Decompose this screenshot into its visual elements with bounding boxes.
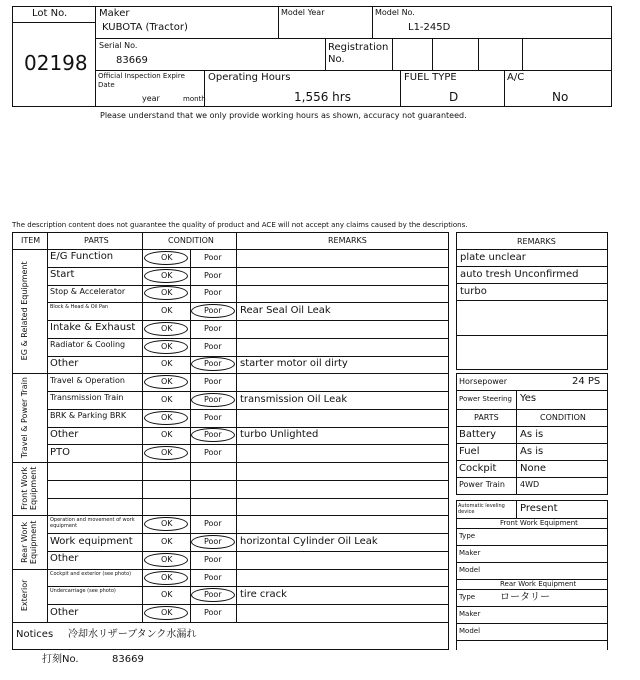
table-row: [12, 498, 449, 516]
table-row: [12, 569, 449, 587]
poor-option: Poor: [204, 252, 222, 262]
ok-option: OK: [161, 394, 173, 404]
group-label: Front Work Equipment: [20, 467, 38, 511]
poor-option: Poor: [204, 306, 222, 316]
ok-option: OK: [161, 306, 173, 316]
ok-option: OK: [161, 537, 173, 547]
group-label: Travel & Power Train: [20, 377, 29, 459]
parts-header: PARTS: [474, 413, 499, 422]
official-inspection-label: Official Inspection Expire Date: [98, 72, 185, 89]
part-name: Work equipment: [50, 535, 133, 547]
table-row: [12, 444, 449, 462]
year-label: year: [142, 94, 160, 103]
ok-selected-mark: [144, 571, 188, 585]
right-remarks-header: REMARKS: [517, 237, 556, 246]
table-row: [12, 356, 449, 374]
horsepower-label: Horsepower: [459, 377, 508, 386]
front-type-label: Type: [459, 532, 476, 540]
power-steering-value: Yes: [520, 393, 537, 404]
ok-option: OK: [161, 252, 173, 262]
registration-label: Registration No.: [328, 42, 389, 65]
part-name: Radiator & Cooling: [50, 340, 126, 350]
part-name: Other: [50, 428, 79, 440]
col-parts-header: PARTS: [84, 236, 109, 245]
condition-header: CONDITION: [540, 413, 586, 422]
poor-option: Poor: [204, 430, 222, 440]
poor-option: Poor: [204, 590, 222, 600]
rear-model-label: Model: [459, 627, 481, 635]
part-name: BRK & Parking BRK: [50, 411, 127, 421]
maker-label: Maker: [99, 8, 130, 19]
poor-selected-mark: [191, 535, 235, 549]
ok-option: OK: [161, 430, 173, 440]
ac-value: No: [552, 90, 569, 104]
part-name: Transmission Train: [50, 393, 124, 403]
fuel-type-value: D: [449, 90, 459, 104]
part-cockpit-label: Cockpit: [459, 463, 497, 474]
ok-option: OK: [161, 608, 173, 618]
part-name: PTO: [50, 446, 71, 458]
ac-label: A/C: [507, 72, 525, 83]
fuel-type-label: FUEL TYPE: [404, 72, 457, 83]
ok-selected-mark: [144, 340, 188, 354]
col-item-header: ITEM: [21, 236, 41, 245]
ok-option: OK: [161, 359, 173, 369]
serial-value: 83669: [116, 55, 148, 66]
remark-text: Rear Seal Oil Leak: [240, 305, 331, 317]
ok-selected-mark: [144, 322, 188, 336]
lot-label: Lot No.: [32, 8, 68, 19]
part-name: Operation and movement of work equipment: [50, 517, 135, 530]
col-remarks-header: REMARKS: [328, 236, 367, 245]
ok-option: OK: [161, 323, 173, 333]
table-row: [12, 515, 449, 533]
ok-option: OK: [161, 341, 173, 351]
remark-text: transmission Oil Leak: [240, 393, 348, 405]
part-name: Other: [50, 606, 79, 618]
ok-option: OK: [161, 448, 173, 458]
table-row: [12, 391, 449, 409]
ok-selected-mark: [144, 606, 188, 620]
group-label: EG & Related Equipment: [20, 261, 29, 361]
group-label: Rear Work Equipment: [20, 520, 38, 564]
front-model-label: Model: [459, 566, 481, 574]
serial-label: Serial No.: [99, 41, 138, 50]
poor-option: Poor: [204, 412, 222, 422]
ok-option: OK: [161, 519, 173, 529]
poor-selected-mark: [191, 304, 235, 318]
remark-text: tire crack: [240, 589, 287, 601]
ok-selected-mark: [144, 517, 188, 531]
poor-selected-mark: [191, 357, 235, 371]
table-row: [12, 533, 449, 551]
poor-option: Poor: [204, 537, 222, 547]
part-battery-label: Battery: [459, 429, 497, 440]
stamp-value: 83669: [112, 654, 144, 665]
poor-selected-mark: [191, 393, 235, 407]
table-row: [12, 409, 449, 427]
right-panel: [456, 232, 608, 650]
front-work-header: Front Work Equipment: [500, 519, 578, 527]
ok-selected-mark: [144, 375, 188, 389]
condition-table: [12, 232, 449, 650]
rear-work-header: Rear Work Equipment: [500, 580, 577, 588]
table-row: [12, 285, 449, 303]
table-row: [12, 586, 449, 604]
part-name: Stop & Accelerator: [50, 286, 126, 296]
poor-option: Poor: [204, 377, 222, 387]
notices-label: Notices: [16, 629, 54, 640]
ok-option: OK: [161, 288, 173, 298]
right-remark-3: turbo: [460, 286, 487, 297]
part-fuel-label: Fuel: [459, 446, 480, 457]
table-row: [12, 249, 449, 267]
auto-leveling-value: Present: [520, 503, 558, 514]
table-row: [12, 338, 449, 356]
col-condition-header: CONDITION: [168, 236, 214, 245]
horsepower-value: 24 PS: [572, 376, 601, 387]
ok-selected-mark: [144, 553, 188, 567]
part-fuel-value: As is: [520, 446, 544, 457]
poor-option: Poor: [204, 554, 222, 564]
part-power-train-value: 4WD: [520, 480, 540, 489]
rear-maker-label: Maker: [459, 610, 481, 618]
poor-option: Poor: [204, 519, 222, 529]
lot-number: 02198: [24, 51, 88, 75]
poor-selected-mark: [191, 588, 235, 602]
group-label: Exterior: [20, 579, 29, 612]
month-label: month: [183, 95, 206, 103]
model-no-value: L1-245D: [408, 22, 451, 33]
part-name: Cockpit and exterior (see photo): [50, 570, 132, 577]
table-row: [12, 373, 449, 391]
hours-note: Please understand that we only provide working hours as shown, accuracy not guaranteed.: [100, 111, 467, 120]
table-row: [12, 320, 449, 338]
ok-option: OK: [161, 412, 173, 422]
remark-text: starter motor oil dirty: [240, 358, 348, 370]
maker-value: KUBOTA (Tractor): [102, 22, 188, 33]
table-row: [12, 267, 449, 285]
rear-type-label: Type: [459, 593, 476, 601]
ok-option: OK: [161, 572, 173, 582]
table-row: [12, 551, 449, 569]
front-maker-label: Maker: [459, 549, 481, 557]
part-name: Intake & Exhaust: [50, 322, 136, 334]
part-battery-value: As is: [520, 429, 544, 440]
remark-text: turbo Unlighted: [240, 429, 319, 441]
poor-option: Poor: [204, 394, 222, 404]
ok-selected-mark: [144, 411, 188, 425]
table-row: [12, 604, 449, 622]
right-remark-2: auto tresh Unconfirmed: [460, 269, 579, 280]
part-name: Travel & Operation: [50, 375, 125, 385]
part-name: Start: [50, 269, 75, 281]
ok-option: OK: [161, 377, 173, 387]
poor-option: Poor: [204, 270, 222, 280]
table-row: [12, 427, 449, 445]
header-block: [12, 6, 612, 107]
operating-hours-label: Operating Hours: [208, 72, 291, 83]
ok-selected-mark: [144, 446, 188, 460]
part-name: E/G Function: [50, 251, 114, 263]
notices-value: 冷却水リザーブタンク水漏れ: [68, 629, 197, 640]
power-steering-label: Power Steering: [459, 395, 512, 403]
operating-hours-value: 1,556 hrs: [294, 90, 351, 104]
poor-option: Poor: [204, 288, 222, 298]
model-no-label: Model No.: [375, 8, 415, 17]
stamp-label: 打刻No.: [42, 654, 79, 665]
part-name: Other: [50, 357, 79, 369]
part-cockpit-value: None: [520, 463, 547, 474]
ok-selected-mark: [144, 251, 188, 265]
ok-selected-mark: [144, 269, 188, 283]
part-name: Other: [50, 553, 79, 565]
poor-option: Poor: [204, 323, 222, 333]
poor-option: Poor: [204, 572, 222, 582]
poor-option: Poor: [204, 608, 222, 618]
ok-selected-mark: [144, 286, 188, 300]
disclaimer: The description content does not guarantee the quality of product and ACE will not accept any claims caused by the descriptions.: [12, 221, 468, 229]
poor-option: Poor: [204, 448, 222, 458]
table-row: [12, 480, 449, 498]
poor-option: Poor: [204, 341, 222, 351]
right-remark-1: plate unclear: [460, 252, 526, 263]
poor-option: Poor: [204, 359, 222, 369]
ok-option: OK: [161, 554, 173, 564]
remark-text: horizontal Cylinder Oil Leak: [240, 536, 378, 548]
poor-selected-mark: [191, 428, 235, 442]
table-row: [12, 462, 449, 480]
part-power-train-label: Power Train: [459, 480, 505, 489]
ok-option: OK: [161, 270, 173, 280]
model-year-label: Model Year: [281, 8, 325, 17]
rear-type-value: ロータリー: [500, 592, 550, 603]
part-name: Undercarriage (see photo): [50, 588, 116, 595]
table-row: [12, 302, 449, 320]
auto-leveling-label: Automatic leveling device: [458, 503, 505, 515]
part-name: Block & Head & Oil Pan: [50, 304, 109, 311]
ok-option: OK: [161, 590, 173, 600]
